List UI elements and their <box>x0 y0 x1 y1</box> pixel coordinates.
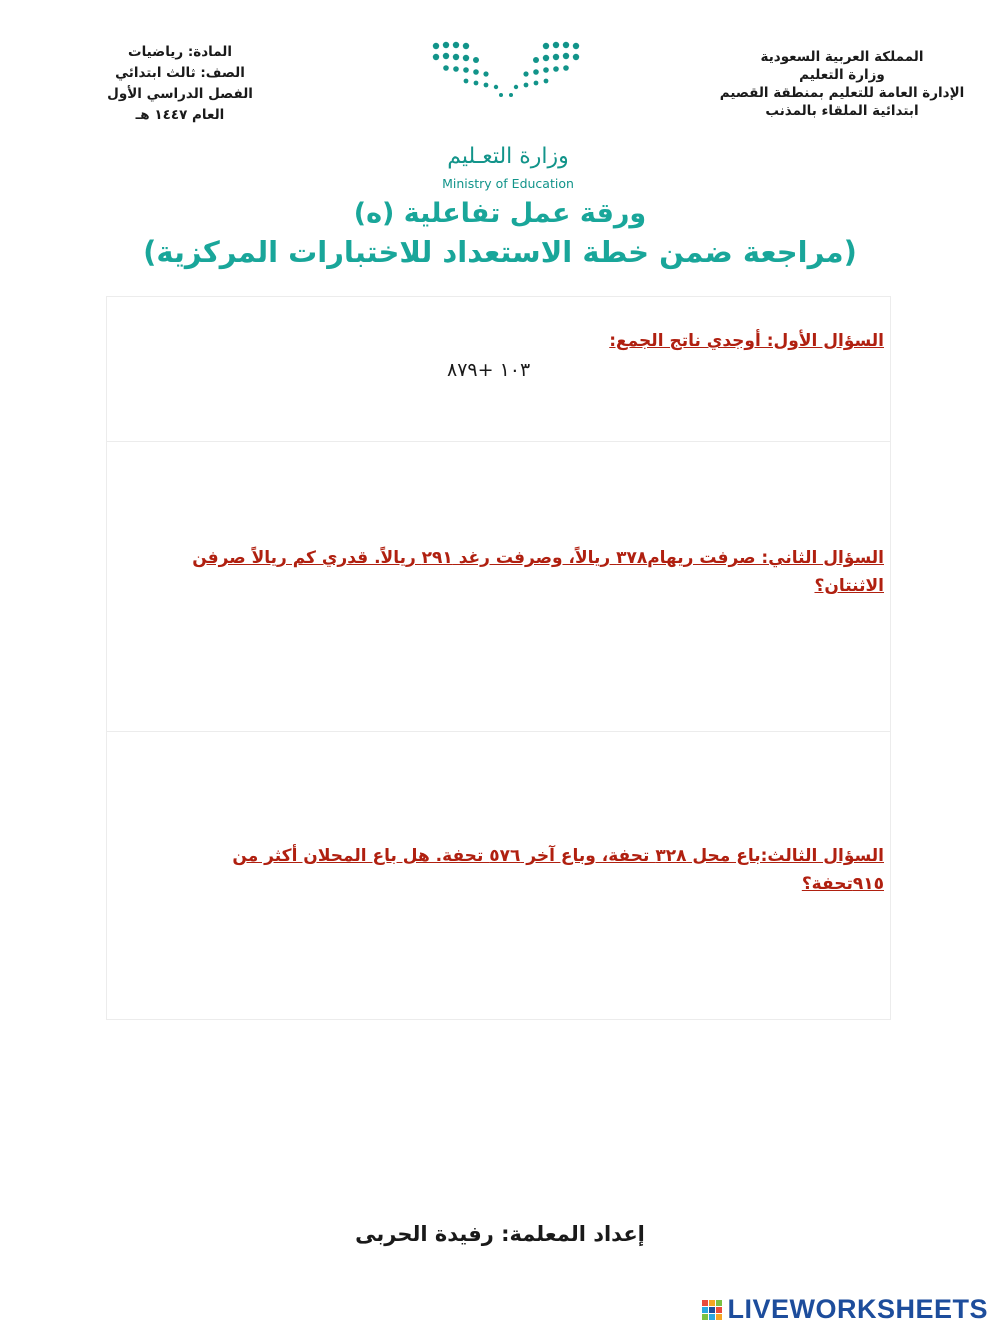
ministry-logo <box>428 40 588 191</box>
liveworksheets-watermark <box>701 1294 988 1325</box>
question-2-text: السؤال الثاني: صرفت ريهام٣٧٨ ريالاً، وصرفت رغد ٢٩١ ريالاً. قدري كم ريالاً صرفن الاثنتان؟ <box>192 548 884 596</box>
school-info-header <box>712 48 972 120</box>
teacher-credit: إعداد المعلمة: رفيدة الحربى <box>355 1222 645 1246</box>
ministry-logo-dots-icon <box>428 40 588 100</box>
worksheet-title-line2: (مراجعة ضمن خطة الاستعداد للاختبارات المركزية) <box>143 235 857 269</box>
worksheet-title-line1: ورقة عمل تفاعلية (ه) <box>353 198 647 229</box>
grade-line: الصف: ثالث ابتدائي <box>115 65 245 81</box>
subject-line: المادة: رياضيات <box>128 44 232 60</box>
question-1-expression: ١٠٣ +٨٧٩ <box>447 359 531 381</box>
country-line: المملكة العربية السعودية <box>760 49 924 65</box>
ministry-logo-arabic: وزارة التعـليم <box>447 144 569 169</box>
question-3-text: السؤال الثالث:باع محل ٣٢٨ تحفة، وباع آخر ٥٧٦ تحفة. هل باع المحلان أكثر من ٩١٥تحفة؟ <box>232 846 884 894</box>
question-1-text: السؤال الأول: أوجدي ناتج الجمع: <box>609 331 884 351</box>
year-line: العام ١٤٤٧ هـ <box>135 107 225 123</box>
ministry-line: وزارة التعليم <box>799 67 885 83</box>
questions-table <box>106 296 891 1020</box>
worksheet-title <box>0 196 1000 272</box>
liveworksheets-logo-icon <box>701 1299 723 1321</box>
liveworksheets-text: LIVEWORKSHEETS <box>727 1294 988 1324</box>
term-line: الفصل الدراسي الأول <box>107 86 253 102</box>
ministry-logo-english: Ministry of Education <box>442 176 574 191</box>
administration-line: الإدارة العامة للتعليم بمنطقة القصيم <box>719 85 965 101</box>
question-row-2 <box>107 442 890 732</box>
question-row-1 <box>107 297 890 442</box>
question-row-3 <box>107 732 890 1021</box>
course-info-header <box>80 42 280 126</box>
school-line: ابتدائية الملقاء بالمذنب <box>765 103 919 119</box>
